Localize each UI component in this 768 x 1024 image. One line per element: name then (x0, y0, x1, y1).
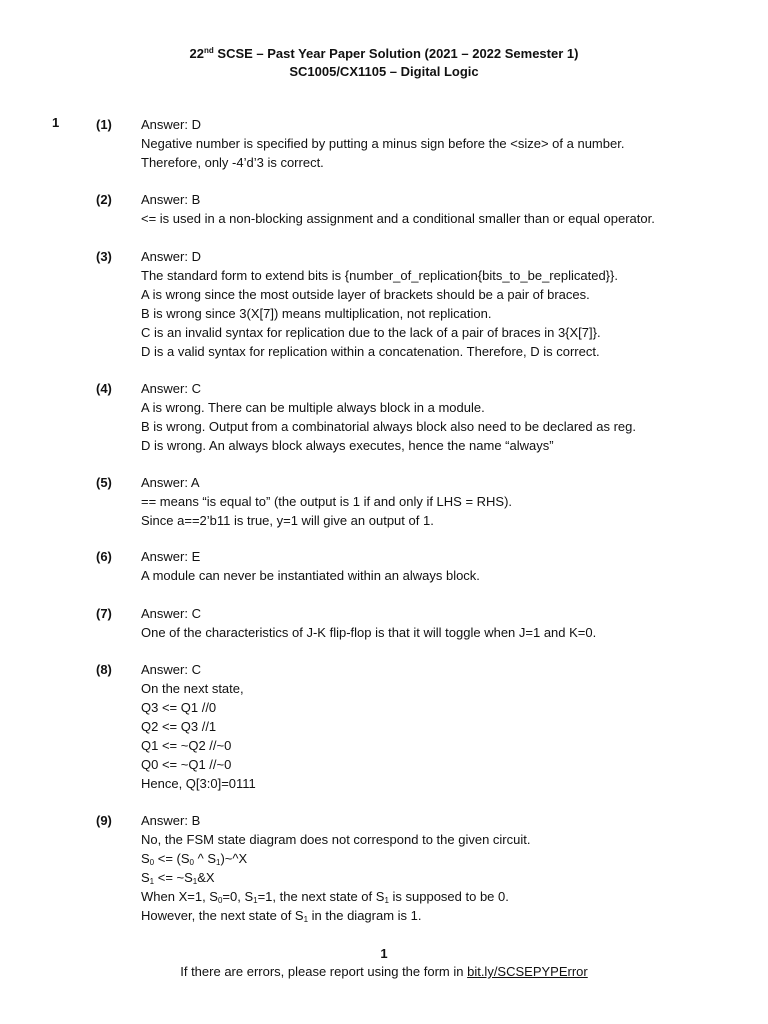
answer-choice: Answer: D (141, 117, 201, 132)
page-footer (0, 945, 768, 981)
answer-choice: Answer: C (141, 662, 201, 677)
question-number: 1 (52, 115, 60, 130)
answer-label: (4) (96, 381, 112, 396)
explanation-line: A is wrong since the most outside layer of brackets should be a pair of braces. (141, 287, 590, 302)
answer-label: (3) (96, 249, 112, 264)
answer-choice: Answer: B (141, 813, 201, 828)
answer-label: (6) (96, 549, 112, 564)
answer-label: (7) (96, 606, 112, 621)
explanation-line: Q0 <= ~Q1 //~0 (141, 757, 232, 772)
answer-label: (2) (96, 192, 112, 207)
explanation-line: == means “is equal to” (the output is 1 if and only if LHS = RHS). (141, 494, 513, 509)
title-text: SCSE – Past Year Paper Solution (2021 – 2022 Semester 1) (213, 46, 579, 61)
answer-choice: Answer: A (141, 475, 200, 490)
answer-label: (5) (96, 475, 112, 490)
document-subtitle: SC1005/CX1105 – Digital Logic (289, 64, 479, 79)
answer-choice: Answer: E (141, 549, 201, 564)
answer-block (141, 660, 741, 793)
title-number: 22 (189, 46, 204, 61)
error-report-link[interactable]: bit.ly/SCSEPYPError (467, 964, 588, 979)
footer-note (0, 963, 768, 981)
explanation-line: However, the next state of $S_1$ in the diagram is 1. (141, 908, 422, 924)
explanation-line: $S_1$ <= $\sim S_1\&X$ (141, 870, 215, 886)
title-ordinal-suffix: nd (204, 46, 214, 55)
explanation-line: Since a==2’b11 is true, y=1 will give an output of 1. (141, 513, 434, 528)
answer-block (141, 379, 741, 455)
explanation-line: D is wrong. An always block always executes, hence the name “always” (141, 438, 554, 453)
explanation-line: C is an invalid syntax for replication due to the lack of a pair of braces in 3{X[7]}. (141, 325, 601, 340)
explanation-line: Q2 <= Q3 //1 (141, 719, 217, 734)
explanation-line: Therefore, only -4’d’3 is correct. (141, 155, 324, 170)
explanation-line: D is a valid syntax for replication within a concatenation. Therefore, D is correct. (141, 344, 600, 359)
explanation-line: On the next state, (141, 681, 244, 696)
answer-label: (8) (96, 662, 112, 677)
answer-block (141, 604, 741, 642)
answer-choice: Answer: D (141, 249, 201, 264)
explanation-line: Negative number is specified by putting a minus sign before the <size> of a number. (141, 136, 625, 151)
explanation-line: $S_0 <= (S_0$ ^ $S_1)\sim\^{}X$ (141, 851, 248, 867)
explanation-line: Q1 <= ~Q2 //~0 (141, 738, 232, 753)
document-title (0, 45, 768, 63)
page-number: 1 (380, 946, 388, 961)
explanation-line: B is wrong. Output from a combinatorial always block also need to be declared as reg. (141, 419, 636, 434)
explanation-line: B is wrong since 3(X[7]) means multiplication, not replication. (141, 306, 492, 321)
explanation-line: Hence, Q[3:0]=0111 (141, 776, 256, 791)
answer-block (141, 190, 741, 228)
explanation-line: <= is used in a non-blocking assignment and a conditional smaller than or equal operator. (141, 211, 655, 226)
explanation-line: One of the characteristics of J-K flip-flop is that it will toggle when J=1 and K=0. (141, 625, 597, 640)
explanation-line: A module can never be instantiated within an always block. (141, 568, 480, 583)
answer-choice: Answer: C (141, 606, 201, 621)
answer-block (141, 115, 741, 172)
explanation-line: A is wrong. There can be multiple always block in a module. (141, 400, 485, 415)
answer-choice: Answer: C (141, 381, 201, 396)
answer-label: (1) (96, 117, 112, 132)
answer-block (141, 547, 741, 585)
explanation-line: The standard form to extend bits is {number_of_replication{bits_to_be_replicated}}. (141, 268, 618, 283)
page-header (0, 45, 768, 81)
answer-label: (9) (96, 813, 112, 828)
explanation-line: When X=1, $S_0=0$, $S_1=1$, the next state of $S_1$ is supposed to be 0. (141, 889, 509, 905)
answer-choice: Answer: B (141, 192, 201, 207)
footer-note-text: If there are errors, please report using the form in (180, 964, 468, 979)
answer-block (141, 811, 741, 925)
explanation-line: No, the FSM state diagram does not correspond to the given circuit. (141, 832, 531, 847)
explanation-line: Q3 <= Q1 //0 (141, 700, 217, 715)
answer-block (141, 473, 741, 530)
answer-block (141, 247, 741, 361)
